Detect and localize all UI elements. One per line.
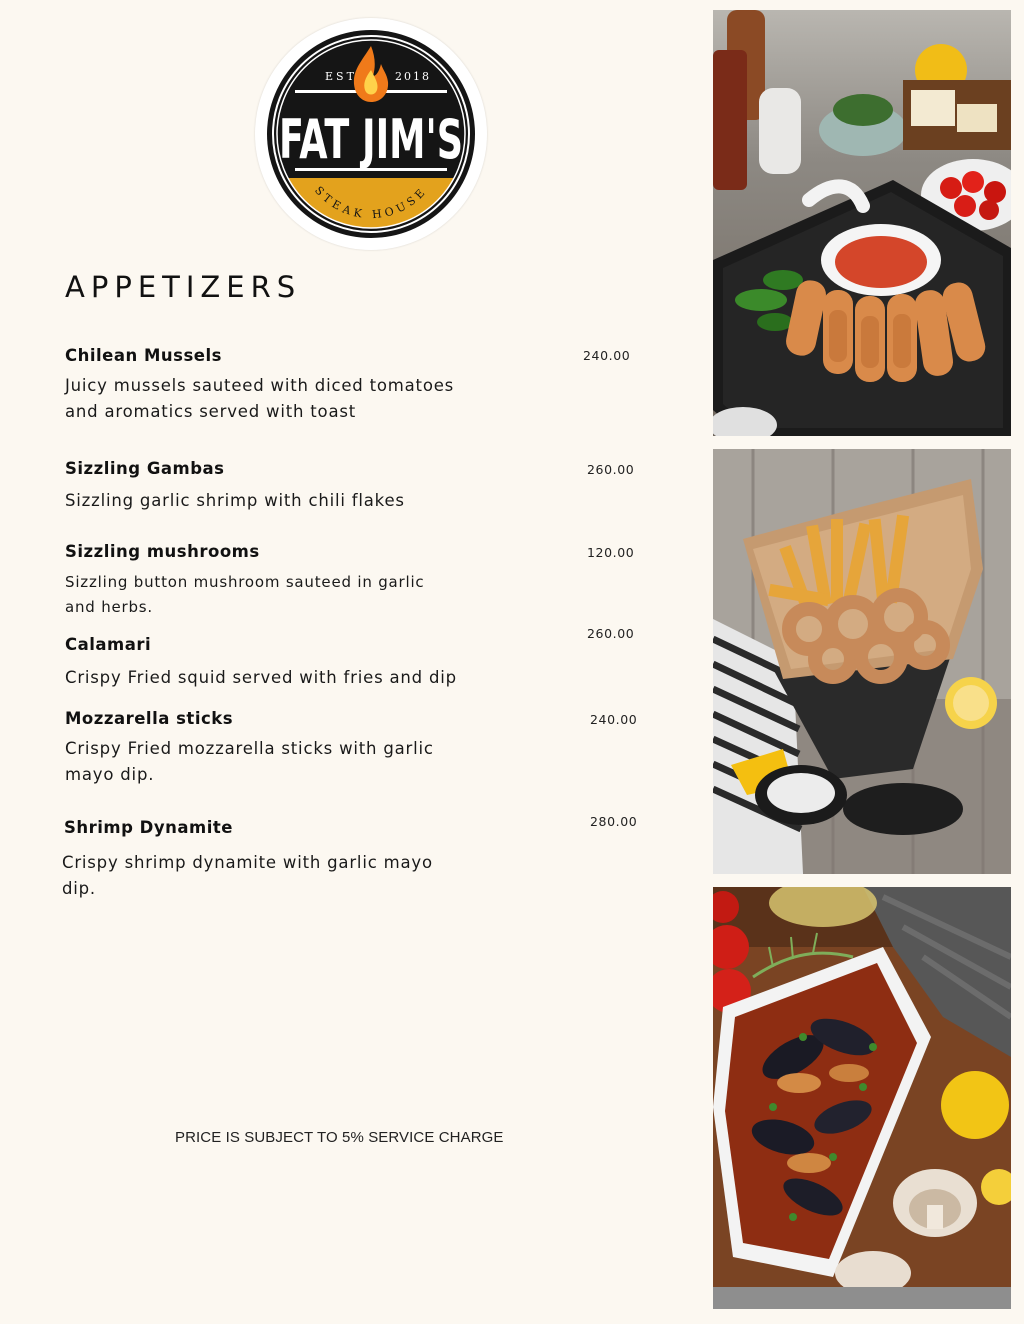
item-name: Shrimp Dynamite — [64, 818, 233, 837]
item-name: Sizzling Gambas — [65, 459, 225, 478]
service-charge-note: PRICE IS SUBJECT TO 5% SERVICE CHARGE — [175, 1129, 504, 1146]
item-name: Sizzling mushrooms — [65, 542, 260, 561]
item-description: Sizzling garlic shrimp with chili flakes — [65, 491, 405, 510]
photo-bottom-bar — [713, 1287, 1011, 1309]
item-price: 120.00 — [587, 545, 635, 560]
item-price: 240.00 — [583, 348, 631, 363]
item-name: Calamari — [65, 635, 152, 654]
item-price: 240.00 — [590, 712, 638, 727]
logo-est: EST — [325, 70, 357, 83]
item-description: Juicy mussels sauteed with diced tomatoes and aromatics served with toast — [65, 376, 455, 421]
item-description: Crispy Fried mozzarella sticks with garlic mayo dip. — [65, 739, 434, 784]
item-description: Crispy Fried squid served with fries and dip — [65, 668, 457, 687]
item-name: Mozzarella sticks — [65, 709, 234, 728]
logo-emblem — [255, 18, 487, 250]
mozzarella-sticks-photo — [713, 10, 1011, 436]
item-name: Chilean Mussels — [65, 346, 222, 365]
mussels-photo — [713, 887, 1011, 1287]
logo-year: 2018 — [395, 70, 431, 83]
logo-brand: FAT JIM'S — [279, 108, 463, 171]
item-price: 280.00 — [590, 814, 638, 829]
calamari-photo — [713, 449, 1011, 874]
restaurant-logo — [255, 18, 487, 250]
section-title: APPETIZERS — [65, 270, 302, 304]
item-description: Sizzling button mushroom sauteed in garlic and herbs. — [65, 573, 425, 616]
item-price: 260.00 — [587, 626, 635, 641]
logo-subtitle: STEAK HOUSE — [312, 183, 430, 222]
item-description: Crispy shrimp dynamite with garlic mayo dip. — [62, 853, 433, 898]
item-price: 260.00 — [587, 462, 635, 477]
